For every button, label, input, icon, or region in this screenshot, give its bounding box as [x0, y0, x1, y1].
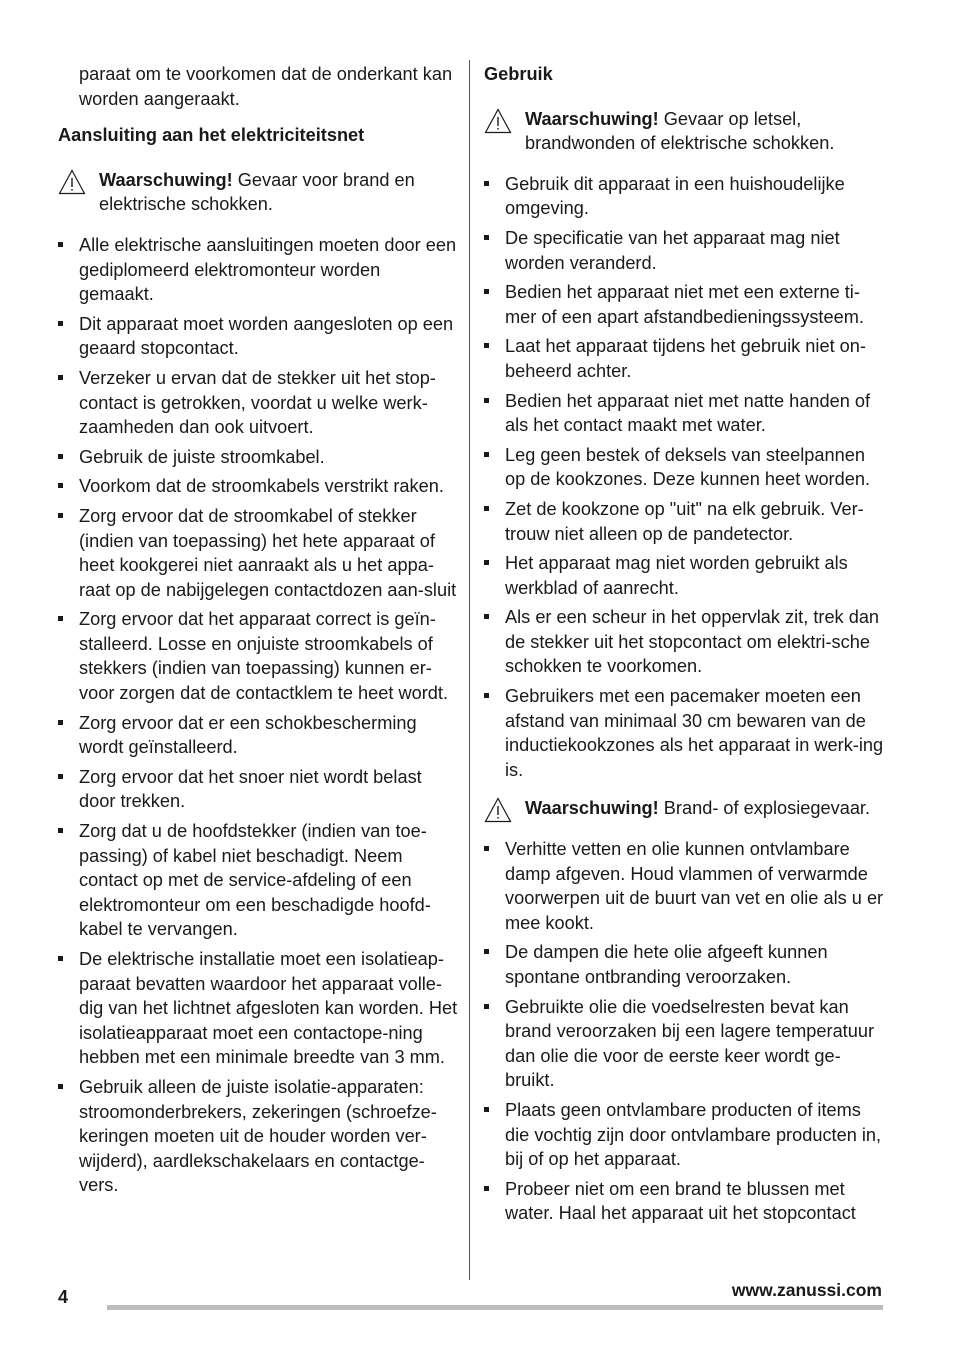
bullet-icon	[58, 321, 63, 326]
list-item-text: Zorg ervoor dat de stroomkabel of stekker (indien van toepassing) het hete apparaat of heet kookgerei niet aanraakt als u het appa-raat op de nabijgelegen contactdozen aan-sluit	[79, 505, 457, 600]
bullet-icon	[484, 560, 489, 565]
bullet-list-use	[484, 172, 886, 783]
section-heading-use: Gebruik	[484, 64, 553, 84]
warning-text: Brand- of explosiegevaar.	[658, 798, 871, 819]
left-column	[58, 62, 458, 1203]
bullet-icon	[484, 235, 489, 240]
list-item	[484, 995, 886, 1093]
bullet-icon	[484, 452, 489, 457]
warning-label: Waarschuwing!	[525, 798, 659, 819]
list-item-text: Leg geen bestek of deksels van steelpannen op de kookzones. Deze kunnen heet worden.	[505, 444, 871, 490]
list-item-text: Voorkom dat de stroomkabels verstrikt raken.	[79, 476, 444, 497]
bullet-icon	[58, 483, 63, 488]
list-item-text: Plaats geen ontvlambare producten of items die vochtig zijn door ontvlambare producten in, bij of op het apparaat.	[505, 1099, 882, 1170]
list-item	[58, 1075, 458, 1198]
list-item-text: Gebruik alleen de juiste isolatie-apparaten: stroomonderbrekers, zekeringen (schroefze-keringen moeten uit de houder worden ver-wijderd), aardlekschakelaars en contactge-vers.	[79, 1076, 437, 1196]
page-number: 4	[58, 1287, 69, 1307]
list-item	[484, 605, 886, 679]
bullet-icon	[484, 398, 489, 403]
section-heading-electrical: Aansluiting aan het elektriciteitsnet	[58, 125, 365, 146]
list-item-text: Zorg ervoor dat het snoer niet wordt belast door trekken.	[79, 766, 422, 812]
list-item	[484, 389, 886, 438]
warning-text: Gevaar voor brand en elektrische schokken.	[99, 169, 415, 215]
list-item-text: Verhitte vetten en olie kunnen ontvlambare damp afgeven. Houd vlammen of verwarmde voorwerpen uit de buurt van vet en olie als u er mee kookt.	[505, 839, 884, 933]
bullet-icon	[58, 375, 63, 380]
list-item	[484, 684, 886, 782]
list-item	[58, 312, 458, 361]
warning-triangle-icon	[484, 108, 512, 134]
bullet-icon	[484, 949, 489, 954]
bullet-icon	[58, 616, 63, 621]
bullet-icon	[484, 506, 489, 511]
bullet-icon	[58, 720, 63, 725]
footer-rule	[107, 1305, 883, 1310]
list-item	[58, 366, 458, 440]
bullet-icon	[484, 1107, 489, 1112]
list-item	[484, 940, 886, 989]
list-item-text: Verzeker u ervan dat de stekker uit het stop-contact is getrokken, voordat u welke werk-zaamheden dan ook uitvoert.	[79, 367, 436, 438]
list-item	[484, 497, 886, 546]
bullet-icon	[58, 242, 63, 247]
list-item-text: Het apparaat mag niet worden gebruikt als werkblad of aanrecht.	[505, 553, 848, 598]
warning-fire	[484, 796, 886, 821]
list-item	[58, 607, 458, 705]
list-item-text: Bedien het apparaat niet met een externe ti-mer of een apart afstandbedieningssysteem.	[505, 282, 864, 327]
list-item-text: Zorg ervoor dat er een schokbescherming wordt geïnstalleerd.	[79, 712, 417, 758]
bullet-icon	[58, 956, 63, 961]
warning-text: Gevaar op letsel, brandwonden of elektrische schokken.	[525, 108, 835, 154]
list-item	[58, 233, 458, 307]
bullet-icon	[484, 181, 489, 186]
bullet-icon	[484, 1186, 489, 1191]
bullet-icon	[58, 774, 63, 779]
warning-label: Waarschuwing!	[525, 108, 659, 129]
list-item-text: Gebruik de juiste stroomkabel.	[79, 446, 325, 467]
bullet-icon	[58, 454, 63, 459]
right-column	[484, 62, 886, 1231]
list-item-text: De specificatie van het apparaat mag niet worden veranderd.	[505, 227, 840, 273]
footer-website-link[interactable]: www.zanussi.com	[731, 1280, 882, 1300]
list-item	[484, 226, 886, 275]
list-item-text: Laat het apparaat tijdens het gebruik niet on-beheerd achter.	[505, 336, 866, 381]
list-item-text: Gebruik dit apparaat in een huishoudelijke omgeving.	[505, 173, 845, 219]
warning-triangle-icon	[58, 169, 86, 195]
list-item	[484, 280, 886, 329]
list-item-text: Dit apparaat moet worden aangesloten op een geaard stopcontact.	[79, 313, 454, 359]
list-item	[58, 474, 458, 499]
list-item-text: Gebruikte olie die voedselresten bevat kan brand veroorzaken bij een lagere temperatuur dan olie die voor de eerste keer wordt ge-bruikt.	[505, 996, 875, 1091]
bullet-icon	[58, 828, 63, 833]
list-item-text: Zet de kookzone op "uit" na elk gebruik. Ver-trouw niet alleen op de pandetector.	[505, 498, 864, 544]
warning-triangle-icon	[484, 797, 512, 823]
list-item	[484, 443, 886, 492]
list-item-text: Zorg dat u de hoofdstekker (indien van toe-passing) of kabel niet beschadigt. Neem contact op met de service-afdeling of een elektromonteur om een beschadigde hoofd-kabel te vervangen.	[79, 821, 431, 940]
list-item	[484, 1098, 886, 1172]
list-item-text: Zorg ervoor dat het apparaat correct is geïn-stalleerd. Losse en onjuiste stroomkabels of stekkers (indien van toepassing) kunnen er-voor zorgen dat de contactklem te heet wordt.	[79, 609, 449, 704]
bullet-icon	[484, 846, 489, 851]
list-item	[484, 551, 886, 600]
bullet-icon	[58, 1084, 63, 1089]
list-item	[58, 819, 458, 942]
list-item	[58, 445, 458, 470]
column-divider	[469, 60, 470, 1280]
list-item	[484, 837, 886, 935]
bullet-icon	[484, 289, 489, 294]
list-item	[484, 1177, 886, 1226]
list-item-text: De elektrische installatie moet een isolatieap-paraat bevatten waardoor het apparaat volle-dig van het lichtnet afgesloten kan worden. Het isolatieapparaat moet een contactope-ning hebben met een minimale breedte van 3 mm.	[79, 949, 458, 1068]
bullet-icon	[484, 693, 489, 698]
bullet-list-electrical	[58, 233, 458, 1198]
bullet-list-fire	[484, 837, 886, 1226]
list-item	[58, 711, 458, 760]
warning-injury	[484, 107, 886, 156]
intro-paragraph: paraat om te voorkomen dat de onderkant kan worden aangeraakt.	[79, 64, 453, 109]
warning-label: Waarschuwing!	[99, 169, 233, 190]
bullet-icon	[484, 343, 489, 348]
list-item	[58, 765, 458, 814]
list-item	[484, 172, 886, 221]
bullet-icon	[484, 1004, 489, 1009]
list-item-text: Gebruikers met een pacemaker moeten een afstand van minimaal 30 cm bewaren van de inductiekookzones als het apparaat in werk-ing is.	[505, 686, 884, 780]
bullet-icon	[484, 614, 489, 619]
list-item-text: Bedien het apparaat niet met natte handen of als het contact maakt met water.	[505, 390, 871, 436]
list-item-text: Probeer niet om een brand te blussen met water. Haal het apparaat uit het stopcontact	[505, 1178, 856, 1224]
list-item	[58, 504, 458, 602]
list-item-text: Als er een scheur in het oppervlak zit, trek dan de stekker uit het stopcontact om elektri-sche schokken te voorkomen.	[505, 607, 880, 677]
bullet-icon	[58, 513, 63, 518]
warning-electrical	[58, 168, 458, 217]
list-item-text: De dampen die hete olie afgeeft kunnen spontane ontbranding veroorzaken.	[505, 942, 828, 987]
list-item	[58, 947, 458, 1070]
list-item-text: Alle elektrische aansluitingen moeten door een gediplomeerd elektromonteur worden gemaakt.	[79, 234, 457, 305]
list-item	[484, 334, 886, 383]
